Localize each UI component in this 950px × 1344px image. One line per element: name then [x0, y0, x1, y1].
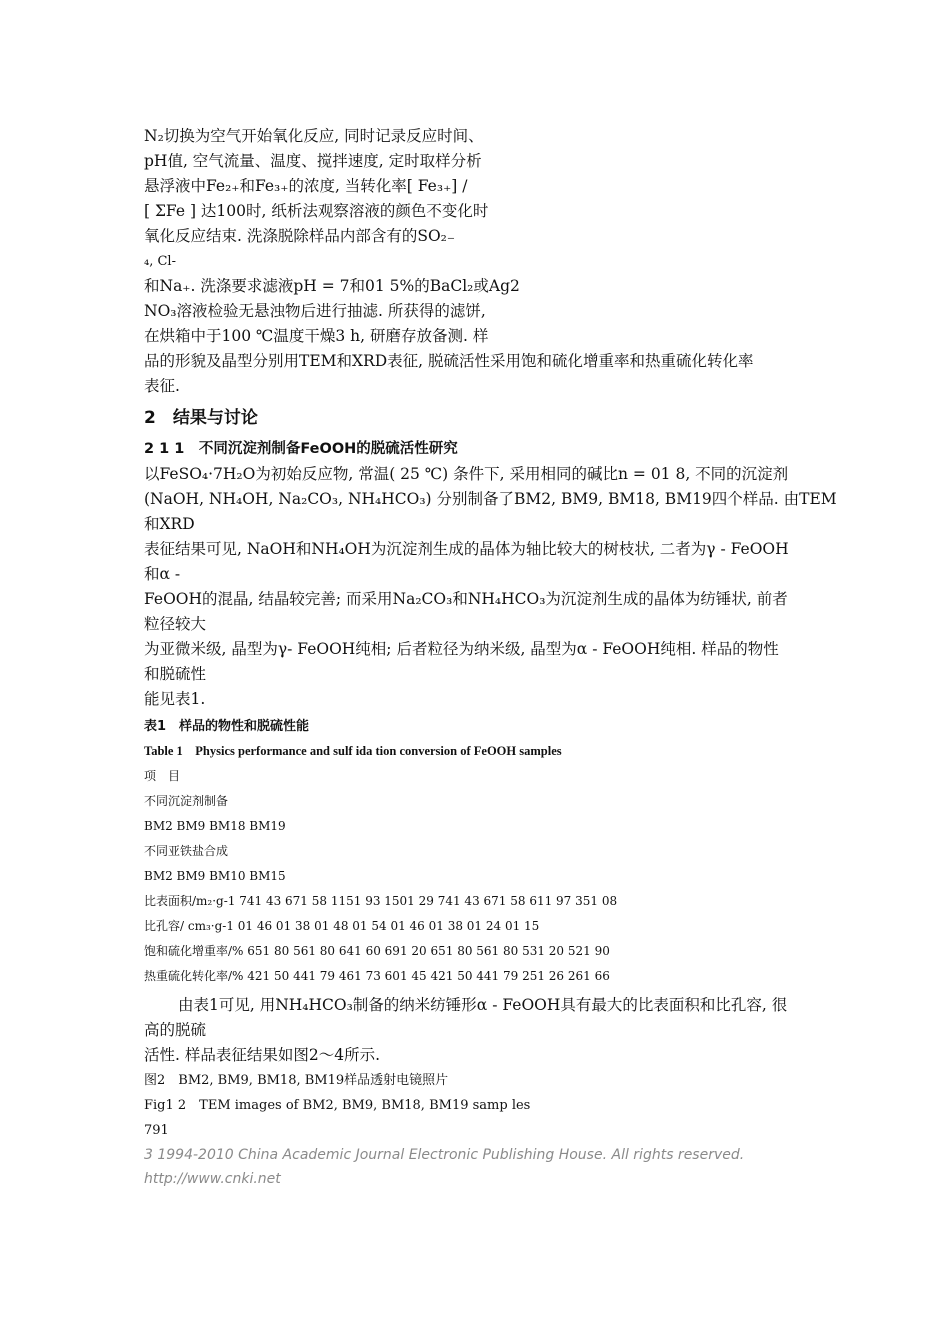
- text-line: 悬浮液中Fe₂₊和Fe₃₊的浓度, 当转化率[ Fe₃₊] /: [144, 177, 468, 195]
- figure-caption-en: Fig1 2 TEM images of BM2, BM9, BM18, BM19 samp les: [144, 1098, 531, 1113]
- footer-copyright: 3 1994-2010 China Academic Journal Electronic Publishing House. All rights reserved.: [144, 1147, 745, 1163]
- text-line: 以FeSO₄·7H₂O为初始反应物, 常温( 25 ℃) 条件下, 采用相同的碱比n = 01 8, 不同的沉淀剂: [144, 465, 789, 483]
- table-caption-zh: 表1 样品的物性和脱硫性能: [144, 719, 310, 734]
- text-line: (NaOH, NH₄OH, Na₂CO₃, NH₄HCO₃) 分别制备了BM2, BM9, BM18, BM19四个样品. 由TEM: [144, 490, 837, 508]
- text-line: N₂切换为空气开始氧化反应, 同时记录反应时间、: [144, 127, 484, 145]
- table-row: 不同亚铁盐合成: [144, 844, 229, 858]
- table-row: 比表面积/m₂·g-1 741 43 671 58 1151 93 1501 29 741 43 671 58 611 97 351 08: [144, 894, 618, 908]
- text-line: 和Na₊. 洗涤要求滤液pH = 7和01 5%的BaCl₂或Ag2: [144, 277, 520, 295]
- text-line: 能见表1.: [144, 690, 206, 708]
- text-line: NO₃溶液检验无悬浊物后进行抽滤. 所获得的滤饼,: [144, 302, 486, 320]
- text-line: 由表1可见, 用NH₄HCO₃制备的纳米纺锤形α - FeOOH具有最大的比表面积和比孔容, 很: [178, 996, 788, 1014]
- text-line: 表征结果可见, NaOH和NH₄OH为沉淀剂生成的晶体为轴比较大的树枝状, 二者为γ - FeOOH: [144, 540, 789, 558]
- subsection-heading: 2 1 1 不同沉淀剂制备FeOOH的脱硫活性研究: [144, 441, 458, 457]
- text-line: 和XRD: [144, 515, 195, 533]
- page-content: [144, 124, 837, 1191]
- text-line: [ ΣFe ] 达100时, 纸析法观察溶液的颜色不变化时: [144, 202, 489, 220]
- table-row: 不同沉淀剂制备: [144, 794, 229, 808]
- table-block: [144, 714, 814, 989]
- text-line: 为亚微米级, 晶型为γ- FeOOH纯相; 后者粒径为纳米级, 晶型为α - FeOOH纯相. 样品的物性: [144, 640, 779, 658]
- conclusion-paragraph: [144, 993, 814, 1068]
- table-row: 项 目: [144, 769, 181, 783]
- intro-paragraph: [144, 124, 814, 399]
- text-line: FeOOH的混晶, 结晶较完善; 而采用Na₂CO₃和NH₄HCO₃为沉淀剂生成的晶体为纺锤状, 前者: [144, 590, 788, 608]
- table-row: 比孔容/ cm₃·g-1 01 46 01 38 01 48 01 54 01 46 01 38 01 24 01 15: [144, 919, 540, 933]
- section-heading: 2 结果与讨论: [144, 408, 258, 428]
- text-line: 高的脱硫: [144, 1021, 207, 1039]
- text-line: pH值, 空气流量、温度、搅拌速度, 定时取样分析: [144, 152, 482, 170]
- table-row: BM2 BM9 BM18 BM19: [144, 819, 286, 833]
- text-line: 活性. 样品表征结果如图2～4所示.: [144, 1046, 381, 1064]
- text-line: 粒径较大: [144, 615, 207, 633]
- page-number: 791: [144, 1123, 169, 1138]
- text-line: ₄, Cl-: [144, 254, 176, 269]
- text-line: 和α -: [144, 565, 181, 583]
- text-line: 表征.: [144, 377, 180, 395]
- text-line: 和脱硫性: [144, 665, 207, 683]
- text-line: 品的形貌及晶型分别用TEM和XRD表征, 脱硫活性采用饱和硫化增重率和热重硫化转化率: [144, 352, 754, 370]
- table-row: 饱和硫化增重率/% 651 80 561 80 641 60 691 20 651 80 561 80 531 20 521 90: [144, 944, 610, 958]
- table-caption-en: Table 1 Physics performance and sulf ida tion conversion of FeOOH samples: [144, 744, 562, 758]
- table-row: 热重硫化转化率/% 421 50 441 79 461 73 601 45 421 50 441 79 251 26 261 66: [144, 969, 610, 983]
- body-paragraph: [144, 462, 837, 712]
- text-line: 氧化反应结束. 洗涤脱除样品内部含有的SO₂₋: [144, 227, 456, 245]
- footer-url[interactable]: http://www.cnki.net: [144, 1171, 281, 1187]
- table-row: BM2 BM9 BM10 BM15: [144, 869, 286, 883]
- text-line: 在烘箱中于100 ℃温度干燥3 h, 研磨存放备测. 样: [144, 327, 489, 345]
- figure-caption-zh: 图2 BM2, BM9, BM18, BM19样品透射电镜照片: [144, 1073, 449, 1088]
